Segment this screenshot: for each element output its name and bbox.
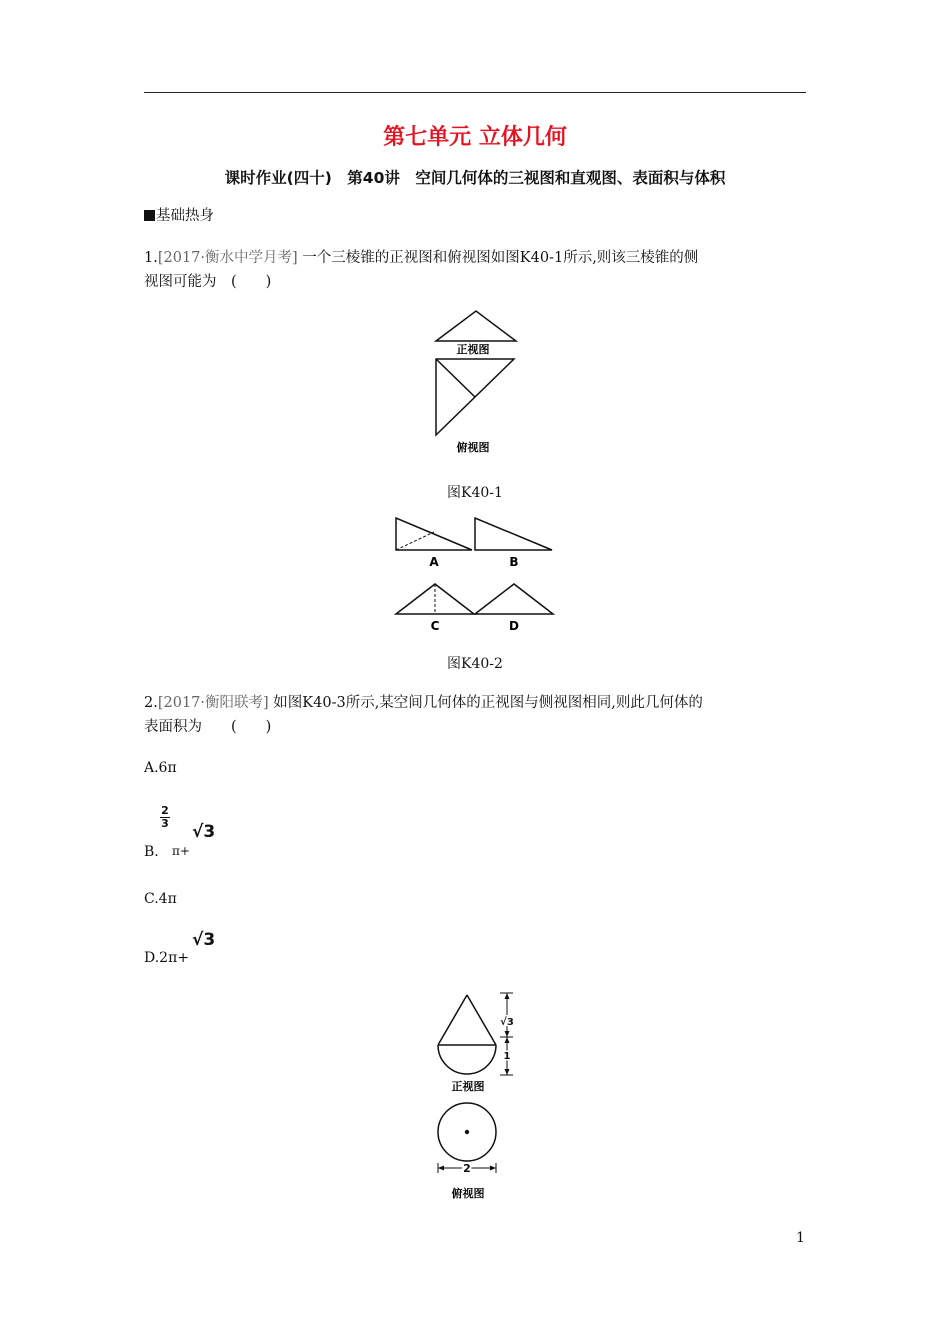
unit-title: 第七单元 立体几何: [383, 125, 567, 150]
width-dimension: [438, 1162, 496, 1175]
width-label: 2: [463, 1162, 471, 1175]
option-a: A.6π: [144, 760, 177, 776]
lesson-title: 课时作业(四十) 第40讲 空间几何体的三视图和直观图、表面积与体积: [224, 169, 726, 187]
question-1-source: [2017·衡水中学月考]: [157, 250, 298, 266]
front-view-triangle: [436, 311, 516, 341]
question-2: [144, 691, 808, 739]
option-d-sqrt: √3: [192, 930, 216, 950]
height-dimension: [500, 993, 514, 1075]
figure-k40-3: [425, 985, 525, 1205]
option-b-sqrt: √3: [192, 822, 216, 842]
option-d-view: [475, 584, 553, 633]
question-2-source: [2017·衡阳联考]: [157, 695, 269, 711]
front-view-label: 正视图: [451, 1080, 485, 1093]
top-view-center-dot: [465, 1130, 469, 1134]
front-view-label: 正视图: [456, 343, 490, 356]
question-1-line-1: 1.[2017·衡水中学月考] 一个三棱锥的正视图和俯视图如图K40-1所示,则该三棱锥的侧: [144, 250, 699, 266]
question-1: [144, 246, 808, 294]
top-view-inner-edge: [436, 359, 475, 397]
option-c-label: C: [430, 619, 440, 633]
figure-k40-2: [390, 512, 560, 634]
option-a-label: A: [429, 555, 439, 569]
caption-k40-1: 图K40-1: [447, 485, 503, 501]
front-view-shape: [438, 995, 496, 1074]
option-a-view: [396, 518, 472, 569]
question-2-line-2: 表面积为 ( ): [144, 719, 272, 735]
top-view-label: 俯视图: [456, 441, 490, 454]
figure-k40-1: [430, 305, 520, 465]
option-b-view: [475, 518, 552, 569]
section-bullet-icon: [144, 210, 155, 221]
header-rule: [144, 92, 806, 93]
height-upper-label: √3: [500, 1017, 514, 1028]
question-1-line-2: 视图可能为 ( ): [144, 274, 272, 290]
question-2-line-1: 2.[2017·衡阳联考] 如图K40-3所示,某空间几何体的正视图与侧视图相同,则此几何体的: [144, 695, 703, 711]
option-d-label: D: [509, 619, 519, 633]
option-b: 2 3 √3 B. π+: [144, 804, 216, 860]
caption-k40-2: 图K40-2: [447, 656, 503, 672]
option-d: √3 D.2π+: [144, 930, 216, 966]
section-heading: [144, 204, 214, 225]
top-view-label: 俯视图: [451, 1187, 485, 1200]
page-number: 1: [796, 1230, 805, 1246]
option-c: C.4π: [144, 891, 177, 907]
option-b-label: B: [509, 555, 519, 569]
height-lower-label: 1: [503, 1051, 511, 1062]
section-label: 基础热身: [156, 208, 214, 224]
option-b-fraction: 2 3: [161, 804, 169, 830]
option-c-view: [396, 584, 474, 633]
